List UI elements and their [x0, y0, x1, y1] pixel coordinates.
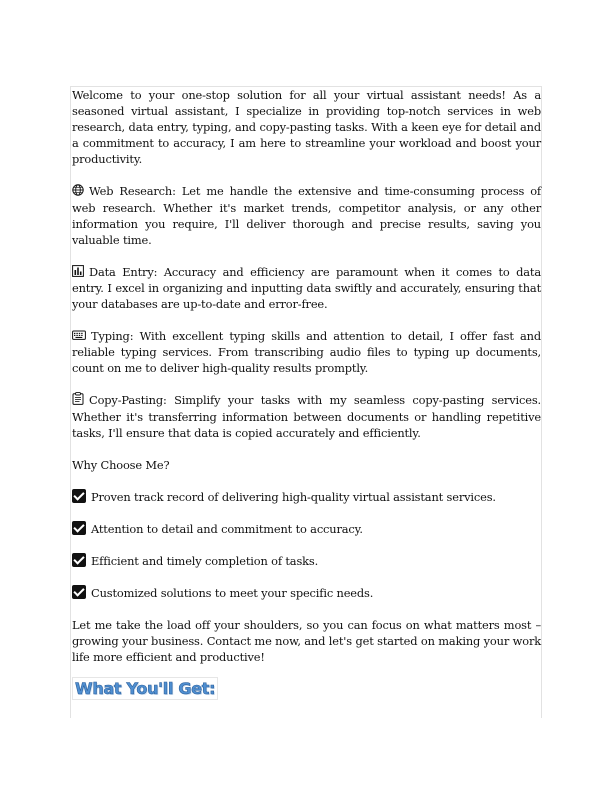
service-copy-pasting [72, 392, 541, 440]
service-data-entry [72, 264, 541, 312]
service-text: Typing: With excellent typing skills and attention to detail, I offer fast and reliable typing services. From transcribing audio files to typing up documents, count on me to deliver high-quality results promptly. [72, 329, 541, 376]
checkmark-icon [72, 489, 86, 503]
clipboard-icon [72, 392, 84, 405]
checkmark-icon [72, 553, 86, 567]
why-choose-title: Why Choose Me? [72, 457, 170, 472]
reason-text: Attention to detail and commitment to accuracy. [91, 521, 363, 536]
reason-item [72, 521, 541, 537]
service-typing [72, 328, 541, 376]
reason-item [72, 489, 541, 505]
closing-paragraph: Let me take the load off your shoulders, so you can focus on what matters most – growing your business. Contact me now, and let's get started on making your work life more efficient and productive! [72, 618, 541, 665]
service-text: Data Entry: Accuracy and efficiency are paramount when it comes to data entry. I excel in organizing and inputting data swiftly and accurately, ensuring that your databases are up-to-date and error-free. [72, 264, 541, 312]
reason-text: Efficient and timely completion of tasks. [91, 553, 319, 568]
intro-paragraph: Welcome to your one-stop solution for all your virtual assistant needs! As a seasoned virtual assistant, I specialize in providing top-notch services in web research, data entry, typing, and copy-pasting tasks. With a keen eye for detail and a commitment to accuracy, I am here to streamline your workload and boost your productivity. [72, 88, 541, 167]
checkmark-icon [72, 585, 86, 599]
reason-text: Proven track record of delivering high-quality virtual assistant services. [91, 489, 496, 504]
what-youll-get-heading-image: What You'll Get: [72, 677, 218, 700]
reason-text: Customized solutions to meet your specific needs. [91, 586, 374, 601]
service-web-research [72, 183, 541, 247]
service-text: Web Research: Let me handle the extensive and time-consuming process of web research. Whether it's market trends, competitor analysis, or any other information you require, I'll deliver thorough and precise results, saving you valuable time. [72, 184, 541, 247]
reason-item [72, 553, 541, 569]
globe-icon [72, 184, 84, 196]
document-body [72, 87, 541, 665]
keyboard-icon [72, 329, 86, 341]
service-text: Copy-Pasting: Simplify your tasks with my seamless copy-pasting services. Whether it's transferring information between documents or handling repetitive tasks, I'll ensure that data is copied accurately and efficiently. [72, 393, 541, 440]
checkmark-icon [72, 521, 86, 535]
reason-item [72, 585, 541, 601]
bar-chart-icon [72, 265, 84, 277]
